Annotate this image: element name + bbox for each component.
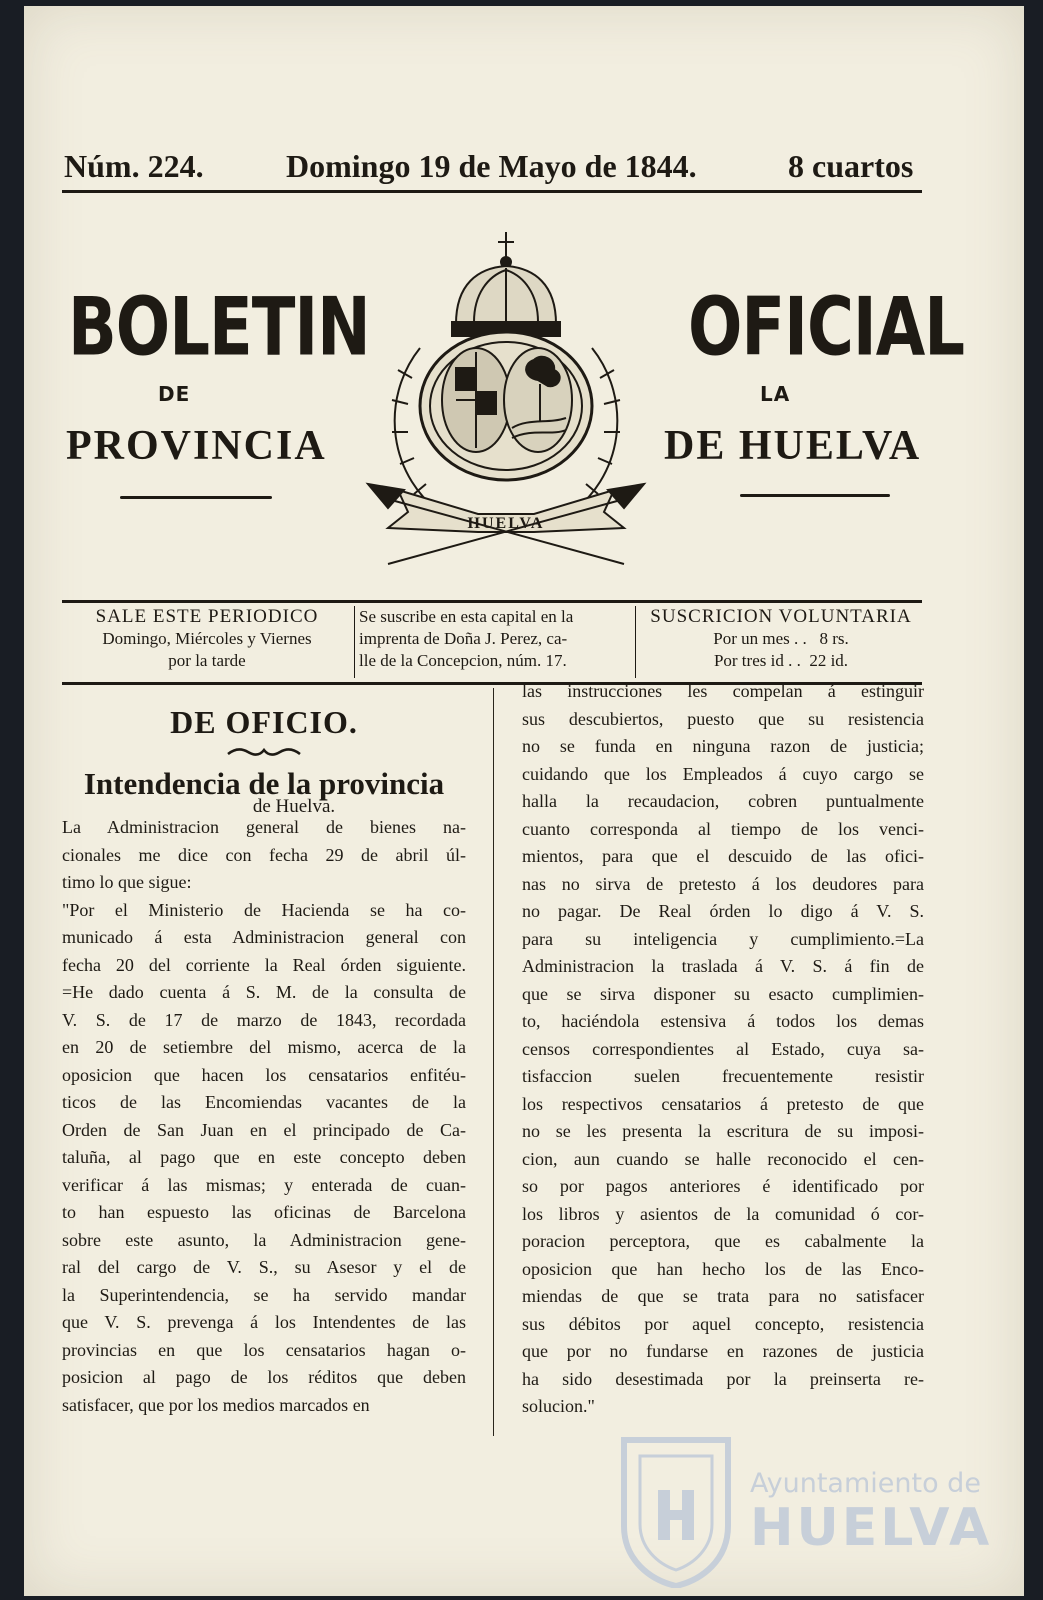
- text-line: los libros y asientos de la comunidad ó cor-: [522, 1203, 924, 1224]
- masthead-boletin: BOLETIN: [68, 282, 370, 375]
- issue-price: 8 cuartos: [788, 148, 914, 184]
- text-line: la Superintendencia, se ha servido mandar: [62, 1284, 466, 1305]
- text-line: "Por el Ministerio de Hacienda se ha co-: [62, 899, 466, 920]
- masthead-left-ornament: [120, 496, 272, 499]
- section-subtitle: Intendencia de la provincia: [83, 766, 445, 801]
- publication-schedule: [62, 606, 352, 678]
- text-line: solucion.": [522, 1396, 595, 1416]
- schedule-days: Domingo, Miércoles y Viernes: [102, 629, 312, 648]
- price-quarterly: Por tres id . . 22 id.: [713, 651, 849, 670]
- text-line: los respectivos censatarios á pretesto de que: [522, 1093, 924, 1114]
- text-line: las instrucciones les compelan á estinguir: [522, 681, 924, 701]
- text-line: no se les presenta la escritura de su imposi-: [522, 1121, 924, 1141]
- coat-of-arms-icon: [328, 228, 668, 588]
- section-subtitle-location: de Huelva.: [252, 796, 336, 817]
- text-line: to han espuesto las oficinas de Barcelona: [62, 1202, 466, 1222]
- text-line: V. S. de 17 de marzo de 1843, recordada: [62, 1009, 466, 1030]
- subscription-prices: [638, 606, 924, 678]
- text-line: no se funda en ninguna razon de justicia;: [522, 736, 924, 756]
- column-divider: [493, 688, 494, 1436]
- text-line: censos correspondientes al Estado, cuya sa-: [522, 1038, 924, 1059]
- text-line: Administracion la traslada á V. S. á fin de: [522, 956, 924, 976]
- text-line: ha sido desestimada por la preinserta re-: [522, 1368, 924, 1389]
- newspaper-page: [24, 6, 1024, 1596]
- text-line: ral del cargo de V. S., su Asesor y el de: [62, 1257, 466, 1277]
- text-line: satisfacer, que por los medios marcados en: [62, 1394, 370, 1415]
- masthead-de: DE: [158, 382, 191, 406]
- section-ornament-icon: [226, 746, 302, 758]
- text-line: sobre este asunto, la Administracion gene-: [62, 1229, 466, 1250]
- issue-number: Núm. 224.: [64, 148, 204, 184]
- text-line: taluña, al pago que en este concepto deben: [62, 1147, 466, 1167]
- text-line: oposicion que han hecho los de las Enco-: [522, 1258, 924, 1279]
- watermark-line-1: Ayuntamiento de: [750, 1468, 981, 1499]
- text-line: tisfaccion suelen frecuentemente resistir: [522, 1066, 924, 1086]
- text-line: municado á esta Administracion general con: [62, 927, 466, 947]
- price-monthly: Por un mes . . 8 rs.: [713, 629, 849, 648]
- text-line: que se sirva disponer su esacto cumplimien-: [522, 983, 924, 1004]
- schedule-time: por la tarde: [168, 651, 246, 670]
- watermark-line-2: HUELVA: [750, 1498, 993, 1558]
- text-line: cuanto corresponda al tiempo de los venci-: [522, 818, 924, 839]
- text-line: para su inteligencia y cumplimiento.=La: [522, 928, 924, 949]
- section-title: DE OFICIO.: [170, 704, 358, 740]
- text-line: oposicion que hacen los censatarios enfitéu-: [62, 1064, 466, 1085]
- text-line: cionales me dice con fecha 29 de abril úl-: [62, 844, 466, 865]
- location-line-2: imprenta de Doña J. Perez, ca-: [359, 629, 568, 648]
- text-line: =He dado cuenta á S. M. de la consulta de: [62, 982, 466, 1002]
- text-line: cion, aun cuando se halle reconocido el cen-: [522, 1148, 924, 1169]
- text-line: que V. S. prevenga á los Intendentes de las: [62, 1312, 466, 1332]
- location-line-3: lle de la Concepcion, núm. 17.: [359, 651, 567, 670]
- text-line: timo lo que sigue:: [62, 872, 192, 892]
- text-line: que por no fundarse en razones de justicia: [522, 1341, 924, 1361]
- schedule-heading: SALE ESTE PERIODICO: [95, 606, 319, 627]
- text-line: La Administracion general de bienes na-: [62, 817, 466, 837]
- text-line: verificar á las mismas; y enterada de cuan-: [62, 1174, 466, 1195]
- text-line: sus débitos por aquel concepto, resistencia: [522, 1313, 924, 1334]
- masthead-la: LA: [760, 382, 791, 406]
- text-line: posicion al pago de los réditos que deben: [62, 1367, 466, 1387]
- text-line: nas no sirva de pretesto á los deudores para: [522, 873, 924, 894]
- text-line: to, haciéndola estensiva á todos los demas: [522, 1011, 924, 1031]
- issue-date: Domingo 19 de Mayo de 1844.: [286, 148, 697, 184]
- subscription-location: [354, 606, 636, 678]
- text-line: sus descubiertos, puesto que su resistencia: [522, 708, 924, 729]
- shield-ribbon-text: HUELVA: [467, 515, 545, 532]
- text-line: provincias en que los censatarios hagan o-: [62, 1339, 466, 1360]
- text-line: mientos, para que el descuido de las ofici-: [522, 846, 924, 866]
- masthead-oficial: OFICIAL: [688, 282, 965, 375]
- text-line: so por pagos anteriores é identificado por: [522, 1176, 924, 1196]
- watermark-shield-icon: [618, 1430, 734, 1588]
- header-rule: [62, 190, 922, 193]
- masthead-de-huelva: DE HUELVA: [664, 423, 922, 469]
- text-line: Orden de San Juan en el principado de Ca-: [62, 1119, 466, 1140]
- text-line: miendas de que se trata para no satisfacer: [522, 1286, 924, 1306]
- text-line: fecha 20 del corriente la Real órden siguiente.: [62, 954, 466, 975]
- right-column: [522, 678, 924, 1421]
- masthead-provincia: PROVINCIA: [66, 423, 327, 469]
- left-column: [62, 814, 466, 1419]
- text-line: halla la recaudacion, cobren puntualmente: [522, 791, 924, 811]
- location-line-1: Se suscribe en esta capital en la: [359, 607, 574, 626]
- masthead-right-ornament: [740, 494, 890, 497]
- text-line: poracion perceptora, que es cabalmente la: [522, 1231, 924, 1251]
- text-line: en 20 de setiembre del mismo, acerca de la: [62, 1037, 466, 1057]
- info-top-rule: [62, 600, 922, 603]
- text-line: no pagar. De Real órden lo digo á V. S.: [522, 901, 924, 921]
- prices-heading: SUSCRICION VOLUNTARIA: [650, 606, 912, 627]
- text-line: ticos de las Encomiendas vacantes de la: [62, 1092, 466, 1112]
- text-line: cuidando que los Empleados á cuyo cargo se: [522, 763, 924, 784]
